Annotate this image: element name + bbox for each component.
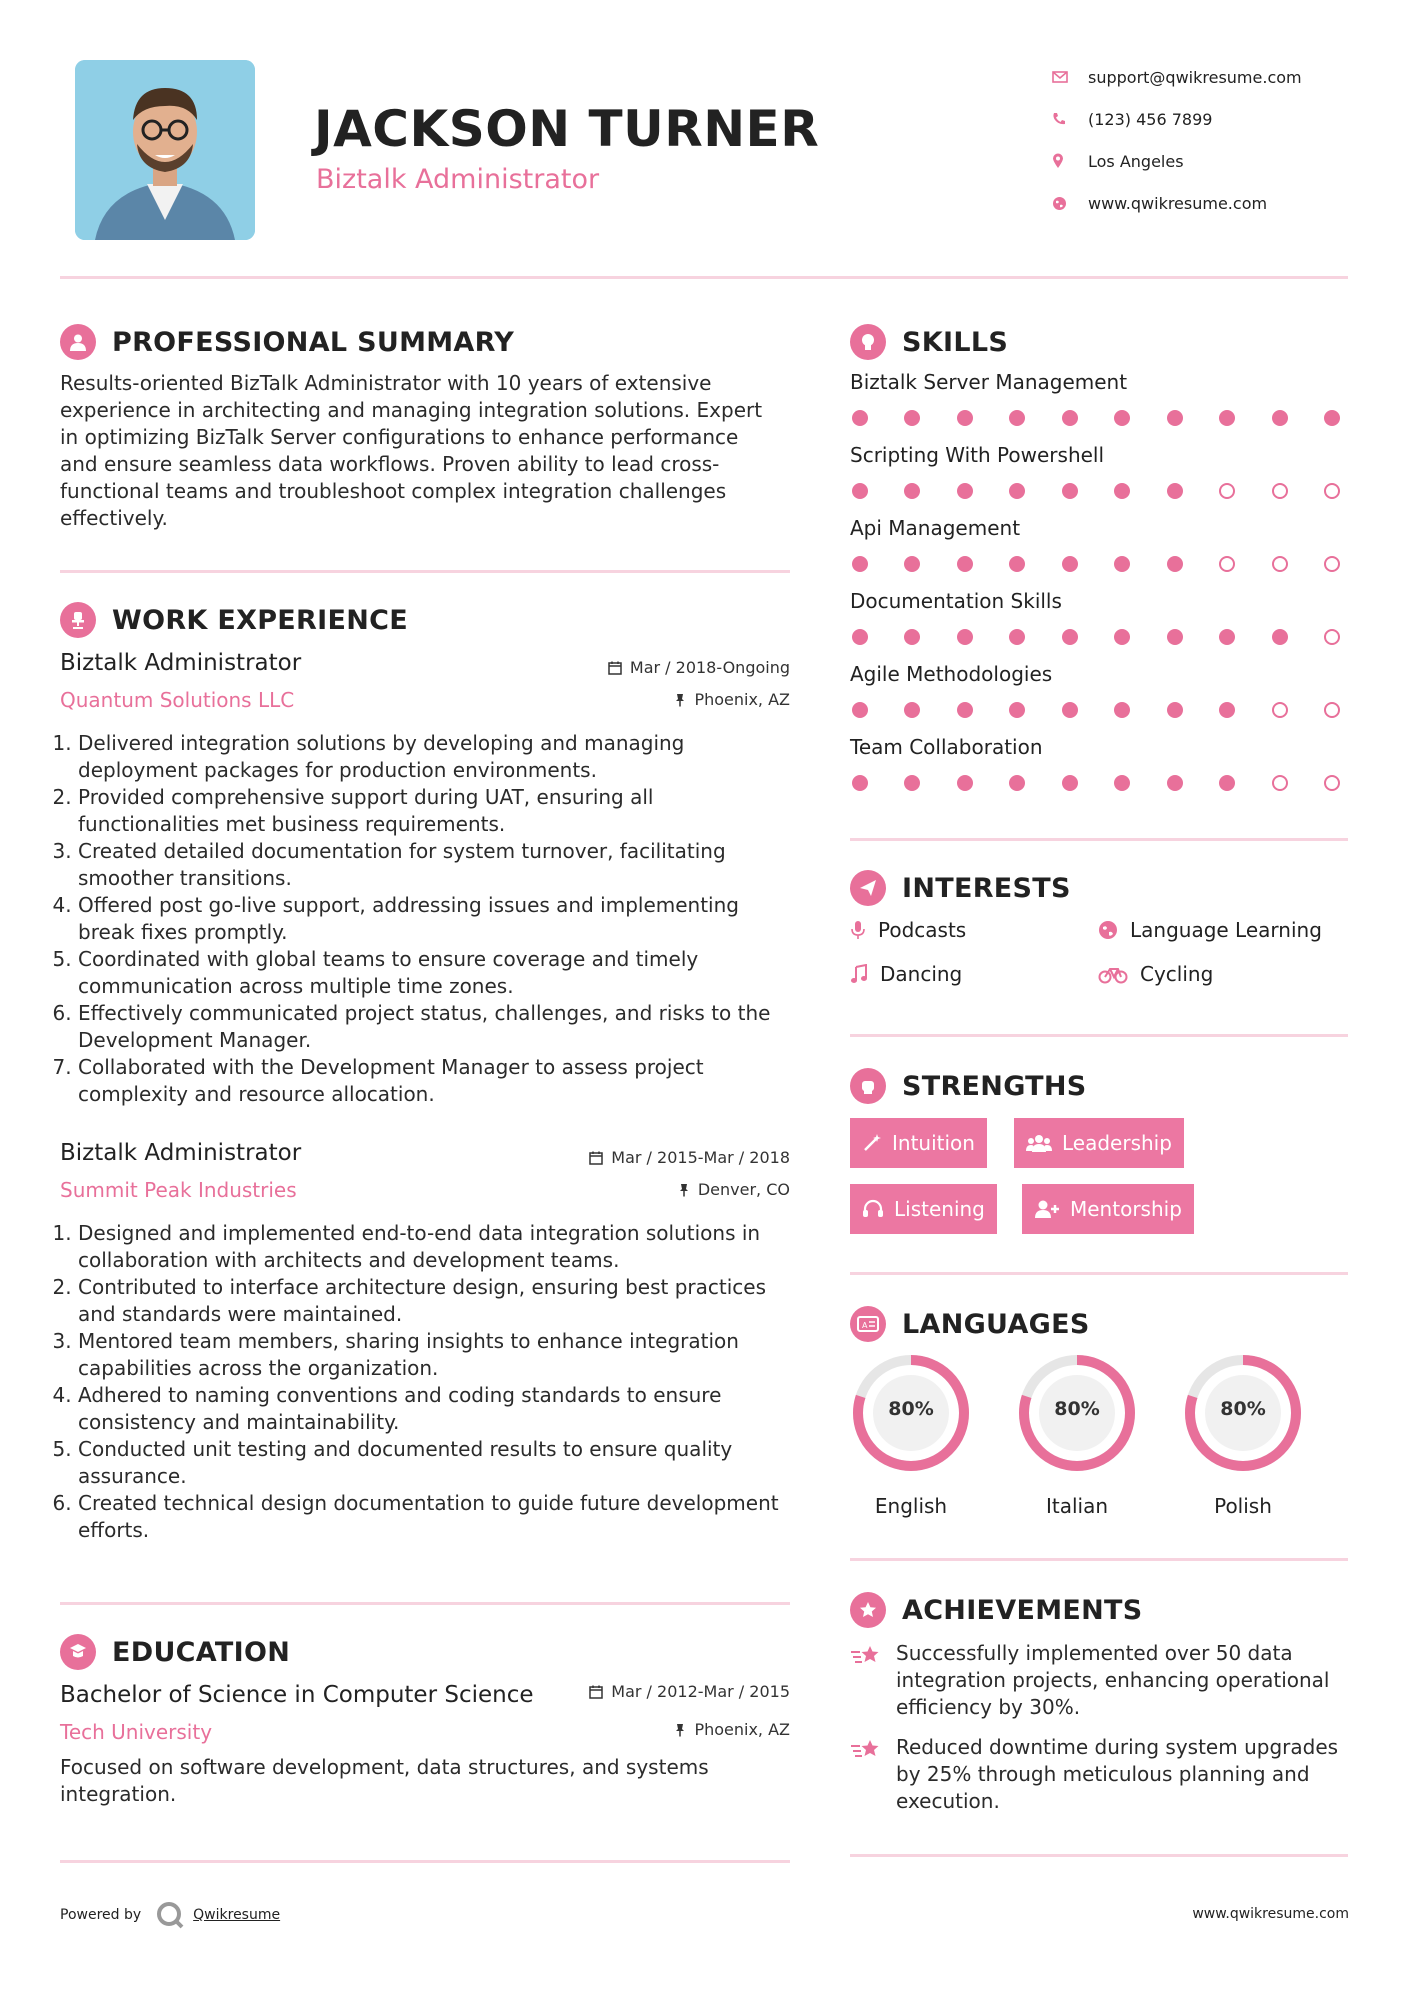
skill-dot-empty (1324, 556, 1340, 572)
skill-dot-filled (1062, 483, 1078, 499)
strength-label: Intuition (892, 1131, 975, 1155)
language-name: Polish (1214, 1494, 1272, 1518)
job-1-bullets (60, 730, 790, 1108)
calendar-icon (608, 661, 622, 675)
language-english (850, 1352, 972, 1518)
skill-dot-filled (1062, 556, 1078, 572)
language-name: Italian (1045, 1494, 1109, 1518)
skill-dot-filled (1009, 556, 1025, 572)
skill-dot-filled (1009, 629, 1025, 645)
skill-dot-empty (1324, 775, 1340, 791)
skills-section-title (850, 324, 1008, 360)
skill-rating (850, 556, 1340, 572)
pushpin-icon (674, 1723, 686, 1737)
interest-label: Podcasts (878, 918, 967, 942)
education-location-text: Phoenix, AZ (694, 1720, 790, 1739)
skill-item (850, 735, 1350, 791)
pushpin-icon (674, 693, 686, 707)
skill-rating (850, 629, 1340, 645)
skill-dot-empty (1324, 702, 1340, 718)
skill-dot-filled (852, 410, 868, 426)
profile-photo (75, 60, 255, 240)
skill-item (850, 589, 1350, 645)
education-date-text: Mar / 2012-Mar / 2015 (611, 1682, 790, 1701)
summary-section-title (60, 324, 514, 360)
skill-dot-filled (957, 483, 973, 499)
footer-powered-by (60, 1900, 280, 1930)
language-name: English (874, 1494, 948, 1518)
contact-list (1050, 56, 1380, 224)
qwikresume-logo-icon (155, 1900, 185, 1930)
skill-dot-empty (1272, 556, 1288, 572)
interests-divider (850, 1034, 1348, 1037)
strength-tag-intuition (850, 1118, 987, 1168)
skill-name: Api Management (850, 516, 1021, 540)
skill-name: Team Collaboration (850, 735, 1043, 759)
achievement-text: Successfully implemented over 50 data integration projects, enhancing operational efficiency by 30%. (896, 1641, 1330, 1719)
list-item: 3. Mentored team members, sharing insights to enhance integration capabilities across the organization. (78, 1328, 790, 1382)
skill-dot-filled (904, 629, 920, 645)
skill-dot-empty (1272, 702, 1288, 718)
skill-dot-filled (1167, 483, 1183, 499)
job-2-location-text: Denver, CO (697, 1180, 790, 1199)
skill-dot-filled (1167, 629, 1183, 645)
skill-dot-filled (1219, 629, 1235, 645)
calendar-icon (589, 1151, 603, 1165)
list-item: 1. Designed and implemented end-to-end data integration solutions in collaboration with architects and development teams. (78, 1220, 790, 1274)
job-2-company: Summit Peak Industries (60, 1178, 297, 1202)
skill-rating (850, 775, 1340, 791)
skill-name: Documentation Skills (850, 589, 1062, 613)
star-badge-icon (850, 1592, 886, 1628)
skill-dot-filled (1009, 483, 1025, 499)
contact-phone-text: (123) 456 7899 (1088, 109, 1213, 129)
summary-title: PROFESSIONAL SUMMARY (112, 326, 515, 358)
interest-cycling (1098, 962, 1213, 986)
list-item: 5. Coordinated with global teams to ensure coverage and timely communication across multiple time zones. (78, 946, 790, 1000)
skill-dot-filled (1219, 410, 1235, 426)
list-item: 2. Contributed to interface architecture design, ensuring best practices and standards were maintained. (78, 1274, 790, 1328)
calendar-icon (589, 1685, 603, 1699)
skill-dot-filled (957, 629, 973, 645)
skill-dot-filled (1062, 410, 1078, 426)
education-section-title (60, 1634, 290, 1670)
interest-podcasts (850, 918, 966, 942)
language-percent: 80% (888, 1398, 934, 1420)
job-1-date-text: Mar / 2018-Ongoing (629, 658, 790, 677)
skill-dot-filled (1219, 702, 1235, 718)
skill-dot-filled (1114, 556, 1130, 572)
graduate-icon (60, 1634, 96, 1670)
qwikresume-link[interactable]: Qwikresume (193, 1907, 281, 1923)
music-note-icon (850, 964, 868, 984)
achievement-item (850, 1734, 1350, 1815)
strength-tag-mentorship (1022, 1184, 1194, 1234)
job-1-title: Biztalk Administrator (60, 650, 302, 676)
skill-dot-filled (957, 702, 973, 718)
skill-item (850, 443, 1350, 499)
skill-dot-filled (852, 483, 868, 499)
job-2-location (520, 1180, 790, 1199)
skill-dot-filled (852, 702, 868, 718)
interests-section-title (850, 870, 1071, 906)
list-item: 7. Collaborated with the Development Manager to assess project complexity and resource allocation. (78, 1054, 790, 1108)
education-title: EDUCATION (112, 1636, 291, 1668)
skill-dot-filled (957, 410, 973, 426)
interest-label: Language Learning (1130, 918, 1322, 942)
languages-section-title (850, 1306, 1090, 1342)
strength-label: Listening (894, 1197, 985, 1221)
strengths-title: STRENGTHS (902, 1070, 1087, 1102)
powered-by-text: Powered by (60, 1907, 142, 1923)
skill-dot-filled (1167, 702, 1183, 718)
paper-plane-icon (850, 870, 886, 906)
interest-dancing (850, 962, 962, 986)
strength-label: Mentorship (1070, 1197, 1182, 1221)
interest-language-learning (1098, 918, 1322, 942)
achievements-divider (850, 1854, 1348, 1857)
skill-dot-filled (957, 556, 973, 572)
list-item: 4. Offered post go-live support, addressing issues and implementing break fixes promptly. (78, 892, 790, 946)
skills-title: SKILLS (902, 326, 1009, 358)
skill-dot-filled (1009, 775, 1025, 791)
strength-label: Leadership (1062, 1131, 1172, 1155)
skill-dot-empty (1324, 629, 1340, 645)
skill-item (850, 662, 1350, 718)
job-2-bullets (60, 1220, 790, 1544)
skill-name: Biztalk Server Management (850, 370, 1128, 394)
skill-dot-filled (1167, 775, 1183, 791)
languages-divider (850, 1558, 1348, 1561)
interest-label: Dancing (880, 962, 963, 986)
location-pin-icon (1050, 153, 1088, 169)
skill-dot-filled (1114, 483, 1130, 499)
pushpin-icon (678, 1183, 690, 1197)
skill-dot-filled (1114, 410, 1130, 426)
languages-title: LANGUAGES (902, 1308, 1090, 1340)
skill-dot-empty (1219, 483, 1235, 499)
skill-dot-filled (957, 775, 973, 791)
job-2-title: Biztalk Administrator (60, 1140, 302, 1166)
job-1-location-text: Phoenix, AZ (694, 690, 790, 709)
list-item: 6. Created technical design documentation to guide future development efforts. (78, 1490, 790, 1544)
education-text: Focused on software development, data structures, and systems integration. (60, 1755, 709, 1806)
skill-dot-filled (1219, 775, 1235, 791)
skill-dot-filled (1167, 410, 1183, 426)
skill-dot-filled (1009, 410, 1025, 426)
list-item: 3. Created detailed documentation for system turnover, facilitating smoother transitions. (78, 838, 790, 892)
list-item: 1. Delivered integration solutions by developing and managing deployment packages for production environments. (78, 730, 790, 784)
globe-icon (1098, 920, 1118, 940)
skill-dot-filled (1062, 702, 1078, 718)
strength-tag-listening (850, 1184, 997, 1234)
summary-divider (60, 570, 790, 573)
shooting-star-icon (850, 1736, 882, 1762)
office-chair-icon (60, 602, 96, 638)
contact-email-text: support@qwikresume.com (1088, 67, 1302, 87)
skill-rating (850, 410, 1340, 426)
education-degree: Bachelor of Science in Computer Science (60, 1682, 534, 1708)
strengths-section-title (850, 1068, 1087, 1104)
language-percent: 80% (1220, 1398, 1266, 1420)
experience-title: WORK EXPERIENCE (112, 604, 408, 636)
skill-dot-filled (852, 556, 868, 572)
headphones-icon (862, 1199, 884, 1219)
list-item: 5. Conducted unit testing and documented results to ensure quality assurance. (78, 1436, 790, 1490)
user-icon (60, 324, 96, 360)
skill-rating (850, 702, 1340, 718)
job-2-date-text: Mar / 2015-Mar / 2018 (611, 1148, 790, 1167)
achievements-section-title (850, 1592, 1143, 1628)
skill-dot-filled (1114, 702, 1130, 718)
footer-website[interactable]: www.qwikresume.com (1192, 1906, 1349, 1922)
contact-location-text: Los Angeles (1088, 151, 1184, 171)
achievement-item (850, 1640, 1350, 1721)
fist-icon (850, 1068, 886, 1104)
skill-item (850, 370, 1350, 426)
experience-section-title (60, 602, 408, 638)
shooting-star-icon (850, 1642, 882, 1668)
skill-dot-filled (1167, 556, 1183, 572)
contact-location (1050, 140, 1380, 182)
education-school: Tech University (60, 1720, 213, 1744)
skill-dot-filled (1114, 629, 1130, 645)
job-1-company: Quantum Solutions LLC (60, 688, 295, 712)
lightbulb-icon (850, 324, 886, 360)
achievement-text: Reduced downtime during system upgrades by 25% through meticulous planning and execution. (896, 1735, 1339, 1813)
skill-dot-filled (904, 556, 920, 572)
skill-dot-filled (904, 775, 920, 791)
job-2-date (520, 1148, 790, 1167)
interests-title: INTERESTS (902, 872, 1071, 904)
skill-dot-filled (1062, 775, 1078, 791)
skill-name: Agile Methodologies (850, 662, 1053, 686)
education-date (520, 1682, 790, 1701)
language-percent: 80% (1054, 1398, 1100, 1420)
contact-website-text: www.qwikresume.com (1088, 193, 1268, 213)
user-plus-icon (1034, 1199, 1060, 1219)
skill-dot-filled (852, 629, 868, 645)
language-polish (1182, 1352, 1304, 1518)
skills-divider (850, 838, 1348, 841)
language-italian (1016, 1352, 1138, 1518)
job-1-location (520, 690, 790, 709)
mail-icon (1050, 71, 1088, 83)
phone-icon (1050, 112, 1088, 126)
header-divider (60, 276, 1348, 279)
skill-dot-empty (1324, 483, 1340, 499)
job-1-date (520, 658, 790, 677)
summary-text: Results-oriented BizTalk Administrator with 10 years of extensive experience in architecting and managing integration solutions. Expert in optimizing BizTalk Server configurations to enhance performance and ensure seamless data workflows. Proven ability to lead cross-functional teams and troubleshoot complex integration challenges effectively. (60, 371, 763, 530)
list-item: 2. Provided comprehensive support during UAT, ensuring all functionalities met business requirements. (78, 784, 790, 838)
candidate-name: JACKSON TURNER (314, 100, 820, 158)
skill-dot-filled (1272, 410, 1288, 426)
skill-name: Scripting With Powershell (850, 443, 1105, 467)
svg-text:A: A (862, 1321, 868, 1330)
education-location (520, 1720, 790, 1739)
contact-email[interactable] (1050, 56, 1380, 98)
skill-item (850, 516, 1350, 572)
magic-wand-icon (862, 1133, 882, 1153)
strengths-divider (850, 1272, 1348, 1275)
skill-dot-filled (852, 775, 868, 791)
list-item: 4. Adhered to naming conventions and coding standards to ensure consistency and maintainability. (78, 1382, 790, 1436)
language-card-icon (850, 1306, 886, 1342)
interest-label: Cycling (1140, 962, 1214, 986)
globe-icon (1050, 196, 1088, 211)
microphone-icon (850, 920, 866, 940)
skill-dot-empty (1272, 775, 1288, 791)
skill-dot-empty (1219, 556, 1235, 572)
skill-dot-filled (1062, 629, 1078, 645)
skill-dot-filled (904, 483, 920, 499)
education-divider (60, 1860, 790, 1863)
group-icon (1026, 1133, 1052, 1153)
contact-phone[interactable] (1050, 98, 1380, 140)
strength-tag-leadership (1014, 1118, 1184, 1168)
skill-rating (850, 483, 1340, 499)
skill-dot-filled (1114, 775, 1130, 791)
bicycle-icon (1098, 964, 1128, 984)
skill-dot-filled (1324, 410, 1340, 426)
skill-dot-filled (904, 410, 920, 426)
candidate-role: Biztalk Administrator (316, 164, 600, 195)
contact-website[interactable] (1050, 182, 1380, 224)
skill-dot-filled (1009, 702, 1025, 718)
skill-dot-empty (1272, 483, 1288, 499)
skill-dot-filled (904, 702, 920, 718)
experience-divider (60, 1602, 790, 1605)
achievements-title: ACHIEVEMENTS (902, 1594, 1143, 1626)
list-item: 6. Effectively communicated project status, challenges, and risks to the Development Manager. (78, 1000, 790, 1054)
skill-dot-filled (1272, 629, 1288, 645)
